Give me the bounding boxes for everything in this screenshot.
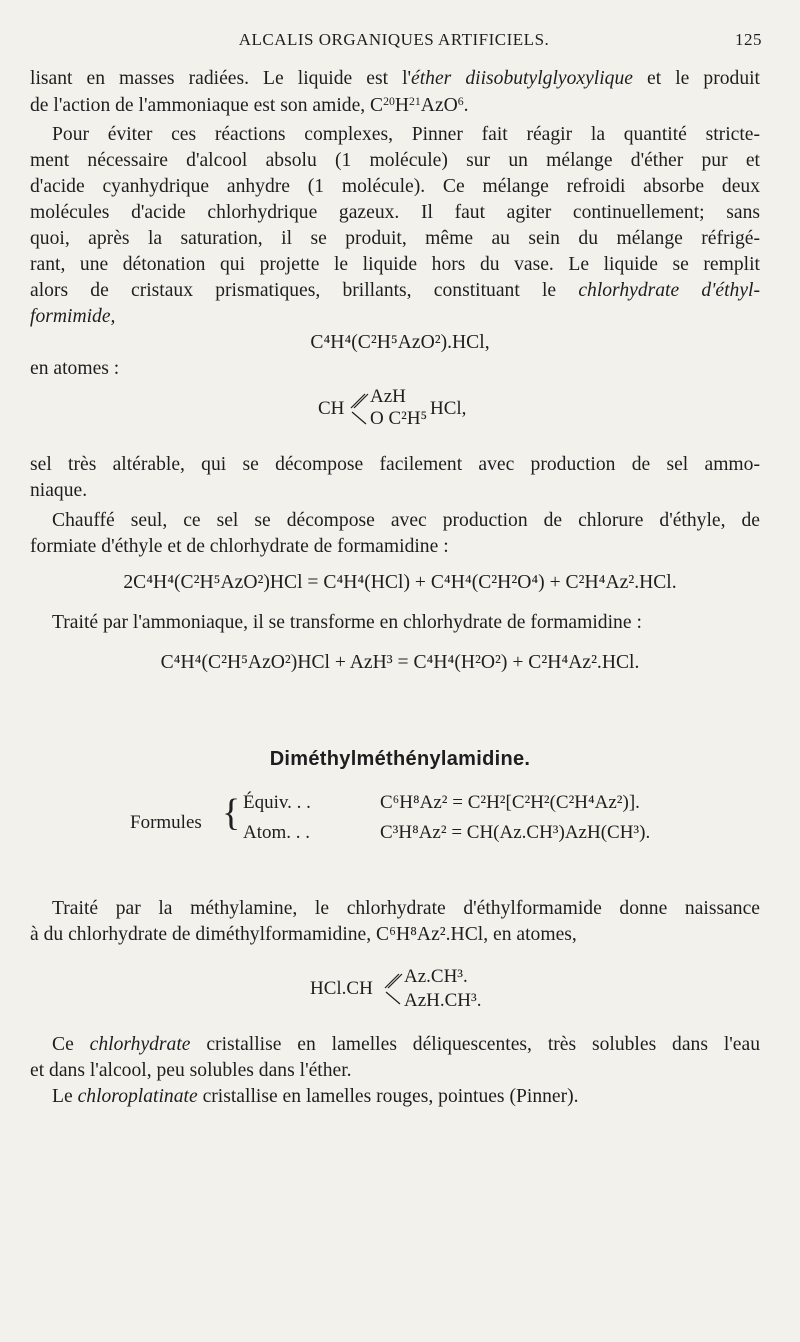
formules-block: Formules { Équiv. . . Atom. . . C⁶H⁸Az² = C²H²[C²H²(C²H⁴Az²)]. C³H⁸Az² = CH(Az.CH³)AzH(CH³). bbox=[130, 792, 651, 843]
text-line: Traité par l'ammoniaque, il se transforme en chlorhydrate de formamidine : bbox=[52, 612, 642, 633]
text-line: alors de cristaux prismatiques, brillants, constituant le chlorhydrate d'éthyl- bbox=[30, 280, 760, 301]
text-line: à du chlorhydrate de diméthylformamidine, C⁶H⁸Az².HCl, en atomes, bbox=[30, 924, 577, 945]
text-line: formimide, bbox=[30, 306, 116, 327]
text-line: niaque. bbox=[30, 480, 88, 501]
text-line: lisant en masses radiées. Le liquide est l'éther diisobutylglyoxylique et le produit bbox=[30, 68, 760, 89]
running-title: ALCALIS ORGANIQUES ARTIFICIELS. bbox=[238, 30, 550, 49]
structural-formula-2: HCl.CH Az.CH³. AzH.CH³. bbox=[310, 966, 482, 1011]
text-line: Pour éviter ces réactions complexes, Pinner fait réagir la quantité stricte- bbox=[52, 124, 760, 145]
text-line: Le chloroplatinate cristallise en lamelles rouges, pointues (Pinner). bbox=[52, 1086, 579, 1107]
page-number: 125 bbox=[735, 30, 762, 49]
text-line: Chauffé seul, ce sel se décompose avec production de chlorure d'éthyle, de bbox=[52, 510, 760, 531]
bond-lines bbox=[348, 386, 370, 432]
text-line: de l'action de l'ammoniaque est son amide, $C^{20}H^{21}AzO^6$. bbox=[30, 95, 469, 116]
text-line: quoi, après la saturation, il se produit, même au sein du mélange réfrigé- bbox=[30, 228, 760, 249]
text-line: formiate d'éthyle et de chlorhydrate de formamidine : bbox=[30, 536, 449, 557]
structural-formula-1: CH AzH O C²H⁵ HCl, bbox=[318, 386, 508, 432]
text-line: d'acide cyanhydrique anhydre (1 molécule). Ce mélange refroidi absorbe deux bbox=[30, 176, 760, 197]
brace: { bbox=[222, 792, 241, 834]
running-header bbox=[26, 30, 762, 54]
formules-label: Formules bbox=[130, 812, 202, 833]
text-line: rant, une détonation qui projette le liquide hors du vase. Le liquide se remplit bbox=[30, 254, 760, 275]
section-heading: Diméthylméthénylamidine. bbox=[269, 748, 531, 770]
text-line: en atomes : bbox=[30, 358, 120, 379]
text-line: et dans l'alcool, peu solubles dans l'éther. bbox=[30, 1060, 352, 1081]
formula-decomposition: 2C⁴H⁴(C²H⁵AzO²)HCl = C⁴H⁴(HCl) + C⁴H⁴(C²H²O⁴) + C²H⁴Az².HCl. bbox=[123, 572, 677, 593]
formula-ethylformimide: C⁴H⁴(C²H⁵AzO²).HCl, bbox=[310, 332, 490, 353]
text-line: sel très altérable, qui se décompose facilement avec production de sel ammo- bbox=[30, 454, 760, 475]
bond-lines bbox=[382, 964, 404, 1012]
text-line: Traité par la méthylamine, le chlorhydrate d'éthylformamide donne naissance bbox=[52, 898, 760, 919]
text-line: molécules d'acide chlorhydrique gazeux. Il faut agiter continuellement; sans bbox=[30, 202, 760, 223]
formula-ammonia-reaction: C⁴H⁴(C²H⁵AzO²)HCl + AzH³ = C⁴H⁴(H²O²) + C²H⁴Az².HCl. bbox=[160, 652, 640, 673]
text-line: ment nécessaire d'alcool absolu (1 molécule) sur un mélange d'éther pur et bbox=[30, 150, 760, 171]
text-line: Ce chlorhydrate cristallise en lamelles déliquescentes, très solubles dans l'eau bbox=[52, 1034, 760, 1055]
